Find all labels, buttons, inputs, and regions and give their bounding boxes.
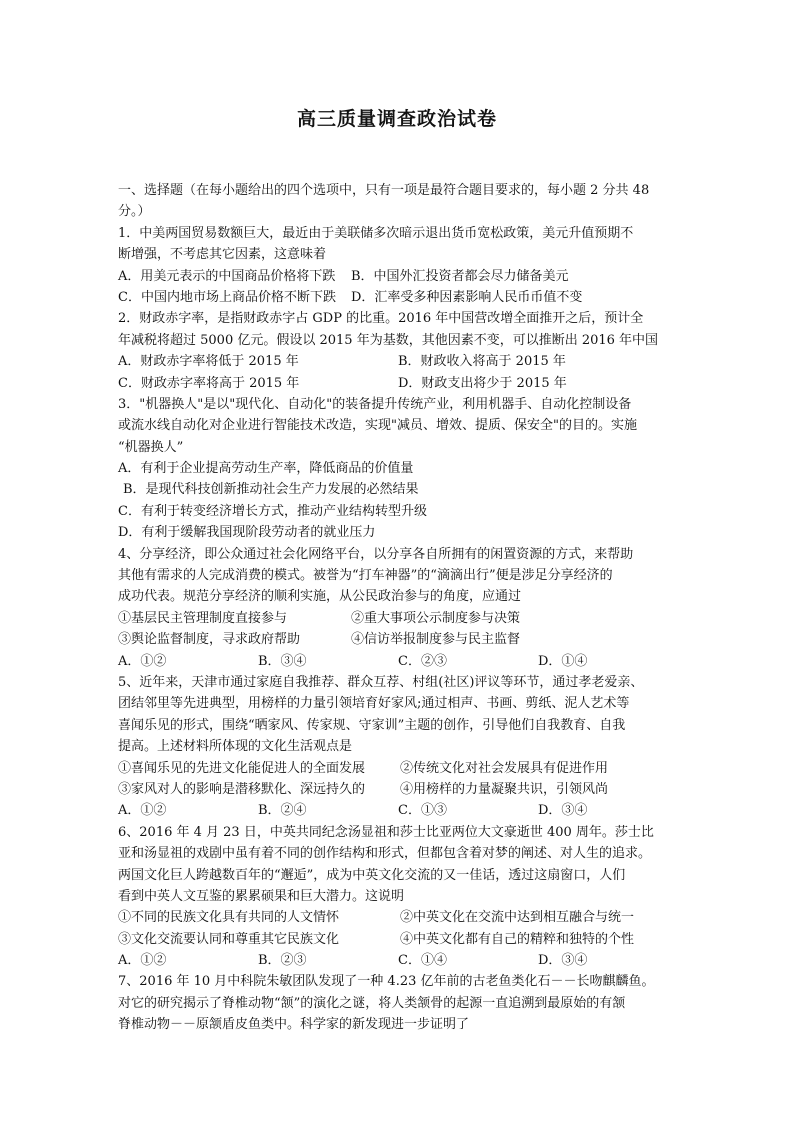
option-row — [118, 351, 678, 372]
option-b: B．③④ — [258, 653, 307, 669]
option-c: C．有利于转变经济增长方式，推动产业结构转型升级 — [118, 503, 427, 519]
statement-1: ①喜闻乐见的先进文化能促进人的全面发展 — [118, 760, 366, 776]
question-stem: 2．财政赤字率，是指财政赤字占 GDP 的比重。2016 年中国营改增全面推开之后，预计全 — [118, 311, 644, 327]
statement-3: ③家风对人的影响是潜移默化、深远持久的 — [118, 781, 366, 797]
question-stem: 团结邻里等先进典型，用榜样的力量引领培育好家风;通过相声、书画、剪纸、泥人艺术等 — [118, 696, 630, 712]
statement-3: ③舆论监督制度，寻求政府帮助 — [118, 632, 301, 648]
option-row — [118, 266, 678, 287]
option-b: B．②④ — [258, 803, 307, 819]
section-heading-line-2: 分。） — [118, 204, 151, 220]
option-c: C．中国内地市场上商品价格不断下跌 — [118, 289, 336, 305]
question-7 — [118, 971, 678, 1035]
question-4 — [118, 544, 678, 672]
option-a: A．有利于企业提高劳动生产率，降低商品的价值量 — [118, 461, 414, 477]
statement-row — [118, 758, 678, 779]
question-6 — [118, 822, 678, 972]
question-stem: 1．中美两国贸易数额巨大，最近由于美联储多次暗示退出货币宽松政策，美元升值预期不 — [118, 225, 634, 241]
question-stem: 断增强，不考虑其它因素，这意味着 — [118, 247, 327, 263]
option-a: A．①② — [118, 803, 167, 819]
question-5 — [118, 672, 678, 822]
option-d: D．汇率受多种因素影响人民币币值不变 — [351, 289, 583, 305]
option-a: A．①② — [118, 953, 167, 969]
option-d: D．③④ — [538, 803, 588, 819]
statement-2: ②中英文化在交流中达到相互融合与统一 — [400, 910, 635, 926]
option-row — [118, 287, 678, 308]
option-row — [118, 651, 678, 672]
question-3 — [118, 394, 678, 544]
statement-4: ④用榜样的力量凝聚共识，引领风尚 — [400, 781, 609, 797]
statement-row — [118, 608, 678, 629]
question-stem: 看到中英人文互鉴的累累硕果和巨大潜力。这说明 — [118, 888, 405, 904]
question-stem: 喜闻乐见的形式，围绕“晒家风、传家规、守家训”主题的创作，引导他们自我教育、自我 — [118, 717, 626, 733]
option-d: D．③④ — [538, 953, 588, 969]
option-c: C．财政赤字率将高于 2015 年 — [118, 375, 300, 391]
statement-row — [118, 929, 678, 950]
option-c: C．①③ — [398, 803, 447, 819]
question-stem: 6、2016 年 4 月 23 日，中英共同纪念汤显祖和莎士比亚两位大文豪逝世 400 周年。莎士比 — [118, 824, 654, 840]
option-a: A．①② — [118, 653, 167, 669]
statement-3: ③文化交流要认同和尊重其它民族文化 — [118, 931, 340, 947]
question-stem: 7、2016 年 10 月中科院朱敏团队发现了一种 4.23 亿年前的古老鱼类化石－－长吻麒麟鱼。 — [118, 974, 655, 990]
question-stem: 两国文化巨人跨越数百年的“邂逅”，成为中英文化交流的又一佳话，透过这扇窗口，人们 — [118, 867, 626, 883]
statement-2: ②重大事项公示制度参与决策 — [351, 610, 521, 626]
exam-content — [118, 180, 678, 1036]
question-stem: 4、分享经济，即公众通过社会化网络平台，以分享各自所拥有的闲置资源的方式，来帮助 — [118, 546, 634, 562]
option-c: C．②③ — [398, 653, 447, 669]
section-heading-line-1: 一、选择题（在每小题给出的四个选项中，只有一项是最符合题目要求的，每小题 2 分共 48 — [118, 183, 650, 198]
option-row — [118, 950, 678, 971]
statement-4: ④信访举报制度参与民主监督 — [351, 632, 521, 648]
option-b: B．②③ — [258, 953, 307, 969]
question-2 — [118, 308, 678, 394]
statement-row — [118, 779, 678, 800]
question-stem: 成功代表。规范分享经济的顺利实施，从公民政治参与的角度，应通过 — [118, 589, 522, 605]
question-stem: 3．"机器换人"是以"现代化、自动化"的装备提升传统产业，利用机器手、自动化控制设备 — [118, 396, 632, 412]
option-a: A．财政赤字率将低于 2015 年 — [118, 354, 299, 370]
page-title: 高三质量调查政治试卷 — [296, 108, 497, 130]
question-stem: “机器换人” — [118, 439, 184, 455]
question-stem: 5、近年来，天津市通过家庭自我推荐、群众互荐、村组(社区)评议等环节，通过孝老爱亲、 — [118, 674, 644, 690]
question-1 — [118, 223, 678, 309]
question-stem: 或流水线自动化对企业进行智能技术改造，实现"减员、增效、提质、保安全"的目的。实施 — [118, 418, 637, 434]
option-d: D．有利于缓解我国现阶段劳动者的就业压力 — [118, 525, 376, 541]
option-row — [118, 800, 678, 821]
option-a: A．用美元表示的中国商品价格将下跌 — [118, 268, 336, 284]
question-stem: 其他有需求的人完成消费的模式。被誉为“打车神器”的“滴滴出行”便是涉足分享经济的 — [118, 568, 613, 584]
statement-1: ①基层民主管理制度直接参与 — [118, 610, 288, 626]
option-b: B．中国外汇投资者都会尽力储备美元 — [351, 268, 569, 284]
statement-4: ④中英文化都有自己的精粹和独特的个性 — [400, 931, 635, 947]
question-stem: 提高。上述材料所体现的文化生活观点是 — [118, 739, 353, 755]
statement-row — [118, 629, 678, 650]
statement-1: ①不同的民族文化具有共同的人文情怀 — [118, 910, 340, 926]
question-stem: 亚和汤显祖的戏剧中虽有着不同的创作结构和形式，但都包含着对梦的阐述、对人生的追求。 — [118, 846, 652, 862]
option-c: C．①④ — [398, 953, 447, 969]
option-b: B．是现代科技创新推动社会生产力发展的必然结果 — [123, 482, 419, 498]
statement-2: ②传统文化对社会发展具有促进作用 — [400, 760, 609, 776]
option-d: D．财政支出将少于 2015 年 — [398, 375, 567, 391]
question-stem: 脊椎动物－－原颔盾皮鱼类中。科学家的新发现进一步证明了 — [118, 1017, 470, 1033]
option-b: B．财政收入将高于 2015 年 — [398, 354, 566, 370]
question-stem: 对它的研究揭示了脊椎动物“颔”的演化之谜，将人类颔骨的起源一直追溯到最原始的有颔 — [118, 995, 626, 1011]
question-stem: 年减税将超过 5000 亿元。假设以 2015 年为基数，其他因素不变，可以推断出 2016 年中国 — [118, 332, 659, 348]
statement-row — [118, 907, 678, 928]
option-row — [118, 373, 678, 394]
option-d: D．①④ — [538, 653, 588, 669]
